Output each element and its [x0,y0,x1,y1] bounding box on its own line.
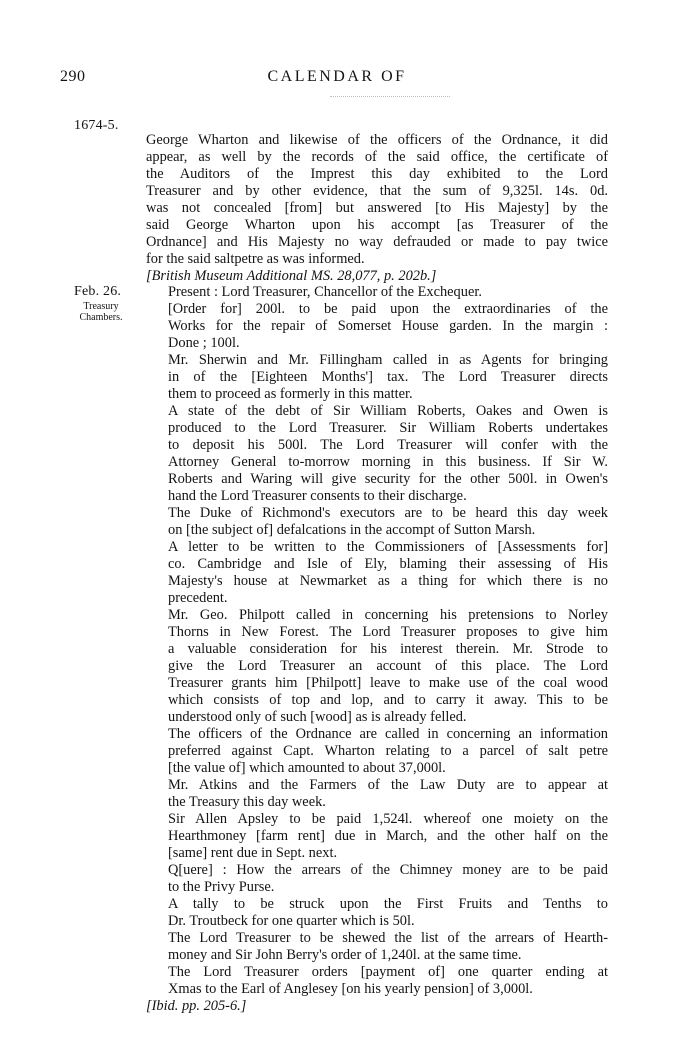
paragraph: Mr. Atkins and the Farmers of the Law Duty are to appear at the Treasury this day week. [168,777,608,810]
paragraph: A tally to be struck upon the First Fruits and Tenths to Dr. Troutbeck for one quarter which is 50l. [168,896,608,929]
running-title: CALENDAR OF [267,68,407,85]
text-line: George Wharton and likewise of the officers of the Ordnance, it did [146,132,608,148]
year-margin-note: 1674-5. [74,118,119,133]
text-line: for the said saltpetre as was informed. [146,251,365,267]
text-line: Ordnance] and His Majesty no way defrauded or made to pay twice [146,234,608,250]
header-rule [330,96,450,97]
paragraph: Mr. Geo. Philpott called in concerning his pretensions to Norley Thorns in New Forest. The Lord Treasurer proposes to give him a valuable consideration for his interest therein. Mr. Strode to give the Lord Treasurer an account of this place. The Lord Treasurer grants him [Philpott] leave to make use of the coal wood which consists of top and lop, and to carry it away. This to be understood only of such [wood] as is already felled. [168,607,608,725]
paragraph: A letter to be written to the Commissioners of [Assessments for] co. Cambridge and Isle of Ely, blaming their assessing of His Majesty's house at Newmarket as a thing for which there is no precedent. [168,539,608,606]
text-line: the Auditors of the Imprest this day exhibited to the Lord [146,166,608,182]
paragraph: Sir Allen Apsley to be paid 1,524l. whereof one moiety on the Hearthmoney [farm rent] due in March, and the other half on the [same] rent due in Sept. next. [168,811,608,861]
paragraph: A state of the debt of Sir William Roberts, Oakes and Owen is produced to the Lord Treasurer. Sir William Roberts undertakes to deposit his 500l. The Lord Treasurer will confer with the Attorney General to-morrow morning in this business. If Sir W. Roberts and Waring will give security for the other 500l. in Owen's hand the Lord Treasurer consents to their discharge. [168,403,608,504]
paragraph: The Lord Treasurer orders [payment of] one quarter ending at Xmas to the Earl of Anglesey [on his yearly pension] of 3,000l. [168,964,608,997]
date-margin-note: Feb. 26. [74,284,122,299]
present-line: Present : Lord Treasurer, Chancellor of the Exchequer. [168,284,482,300]
source-citation: [Ibid. pp. 205-6.] [146,998,247,1014]
paragraph: The officers of the Ordnance are called in concerning an information preferred against Capt. Wharton relating to a parcel of salt petre [the value of] which amounted to about 37,000l. [168,726,608,776]
entry-1674-body [146,132,608,285]
paragraph: The Duke of Richmond's executors are to be heard this day week on [the subject of] defalcations in the accompt of Sutton Marsh. [168,505,608,538]
continued-paragraph [146,132,608,268]
paragraph: Mr. Sherwin and Mr. Fillingham called in as Agents for bringing in of the [Eighteen Months'] tax. The Lord Treasurer directs them to proceed as formerly in this matter. [168,352,608,402]
paragraph: [Order for] 200l. to be paid upon the extraordinaries of the Works for the repair of Somerset House garden. In the margin : Done ; 100l. [168,301,608,351]
source-citation: [British Museum Additional MS. 28,077, p. 202b.] [146,268,437,284]
text-line: said George Wharton upon his accompt [as Treasurer of the [146,217,608,233]
text-line: appear, as well by the records of the said office, the certificate of [146,149,608,165]
place-line: Treasury [83,301,119,312]
paragraph: The Lord Treasurer to be shewed the list of the arrears of Hearth- money and Sir John Berry's order of 1,240l. at the same time. [168,930,608,963]
place-margin-note [72,301,130,323]
text-line: Treasurer and by other evidence, that the sum of 9,325l. 14s. 0d. [146,183,608,199]
page-number: 290 [60,68,86,85]
entry-feb-26-body [146,284,608,1015]
paragraph: Q[uere] : How the arrears of the Chimney money are to be paid to the Privy Purse. [168,862,608,895]
place-line: Chambers. [79,312,123,323]
text-line: was not concealed [from] but answered [to His Majesty] by the [146,200,608,216]
